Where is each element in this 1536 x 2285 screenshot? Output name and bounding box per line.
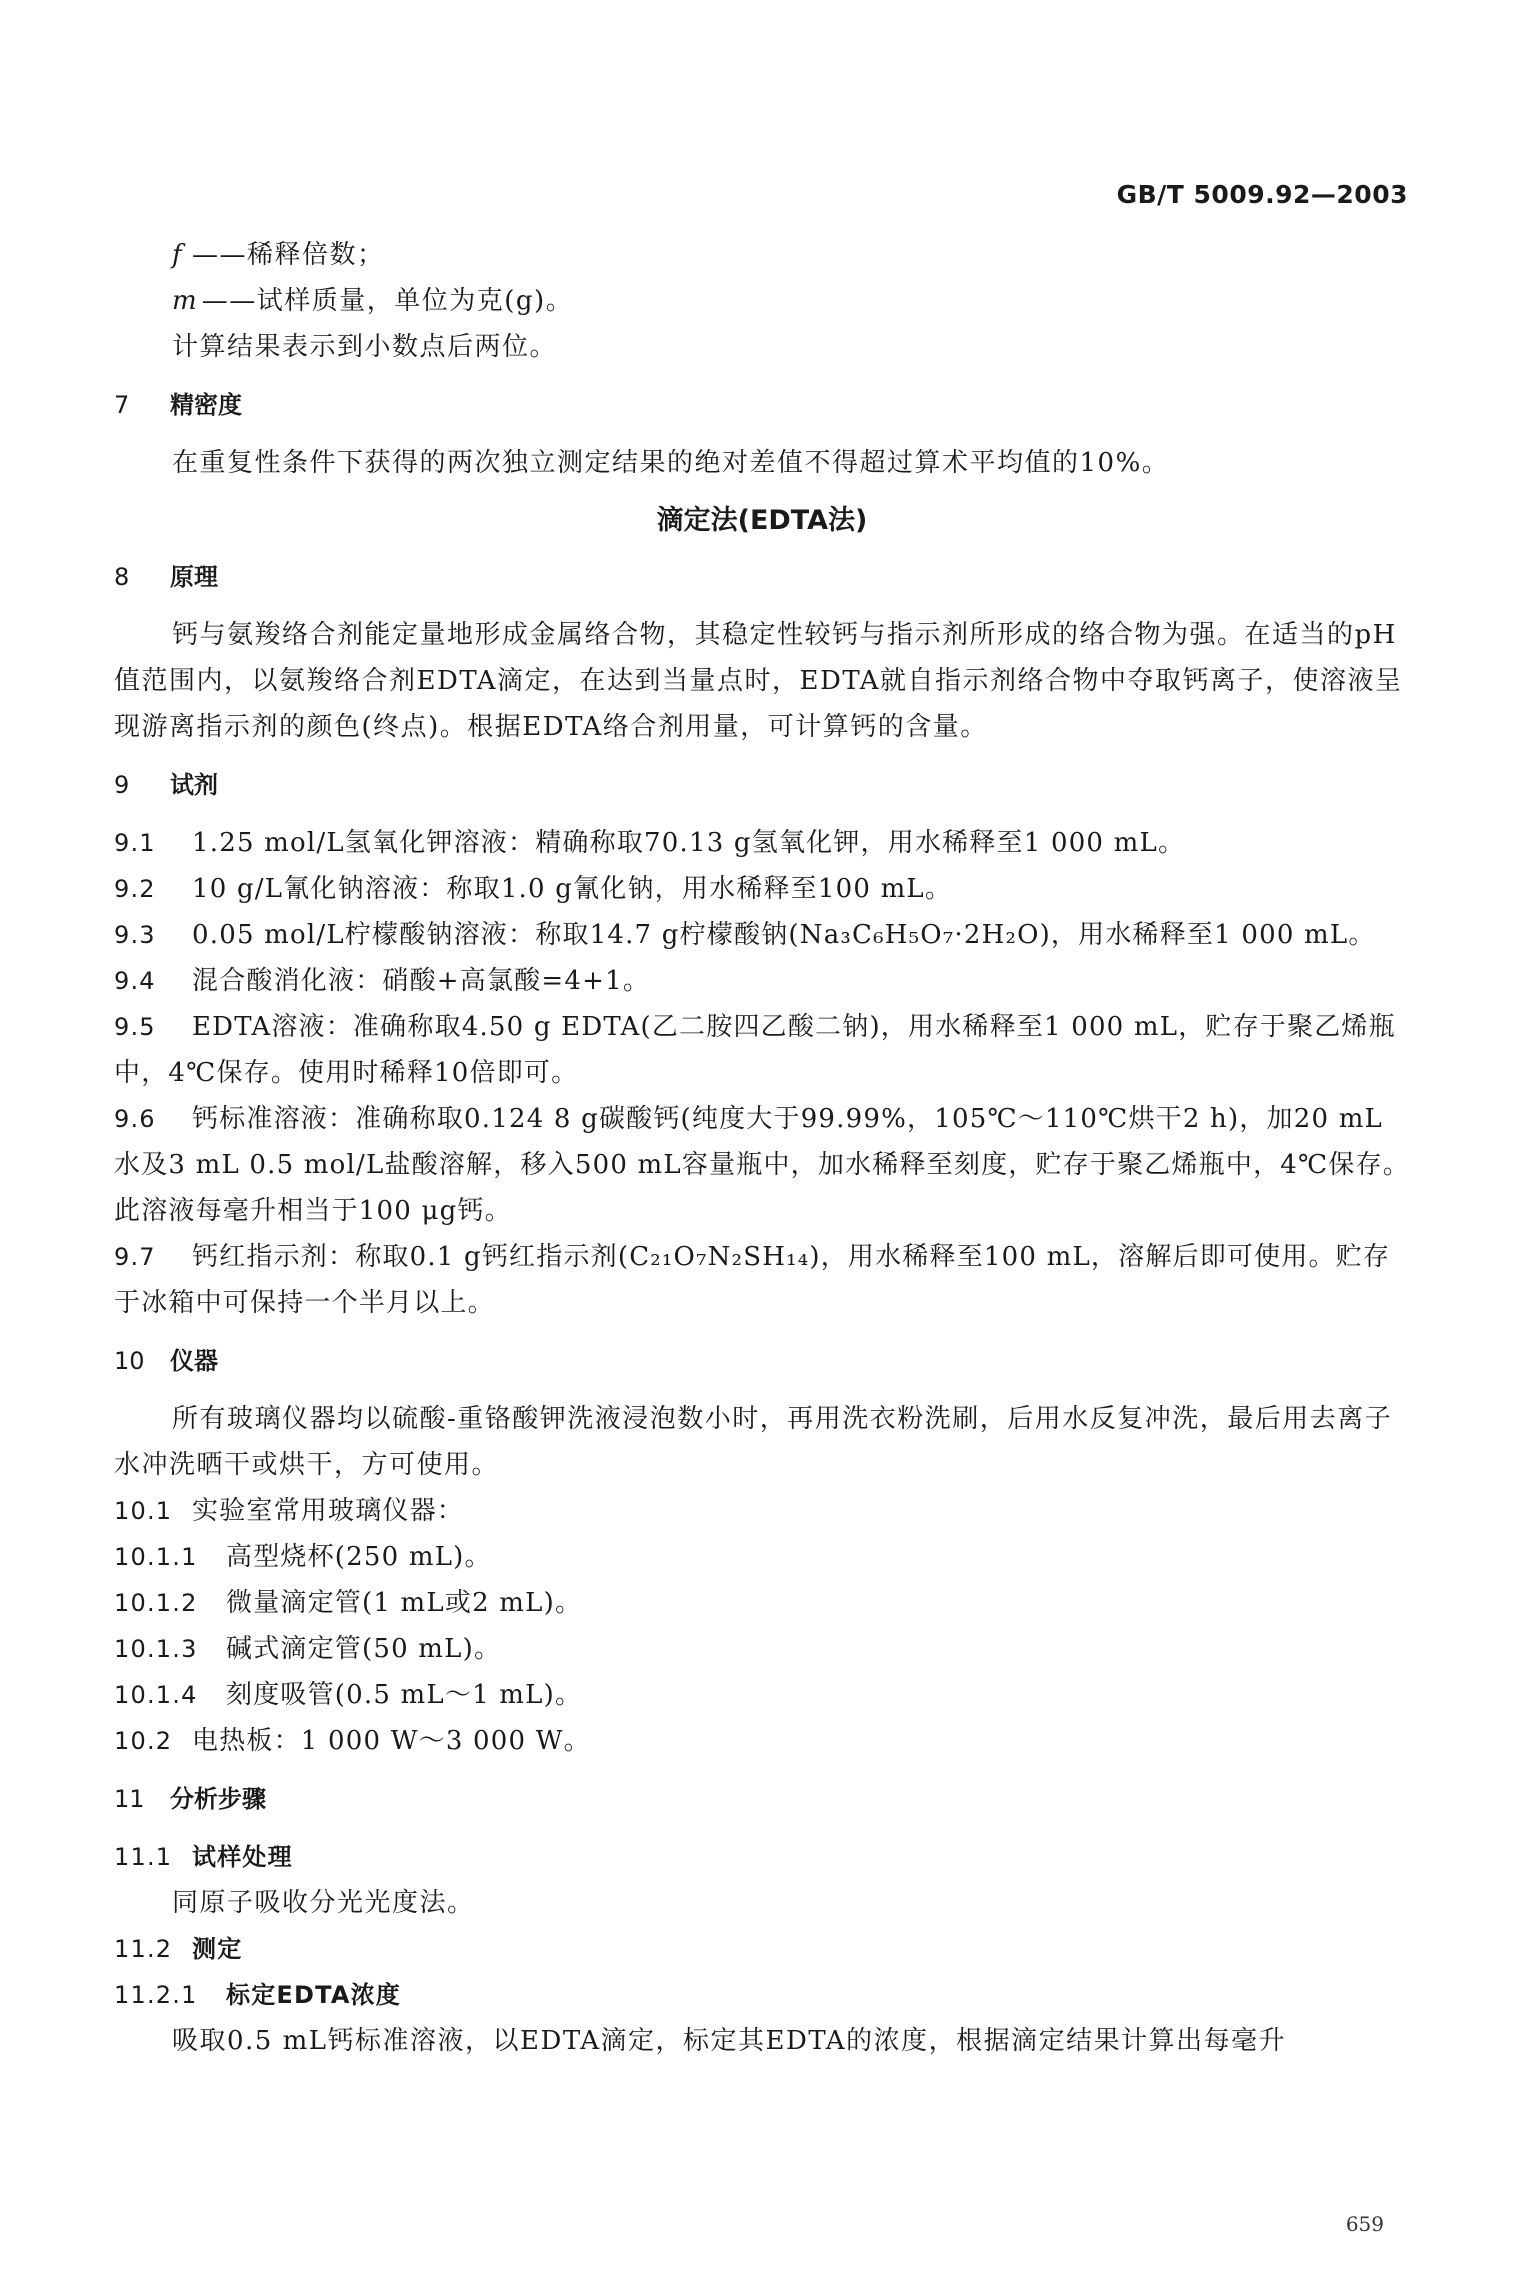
reagent-item xyxy=(114,820,1410,866)
apparatus-item xyxy=(114,1672,1410,1718)
item-number: 11.2 xyxy=(114,1935,173,1963)
item-text: 0.05 mol/L柠檬酸钠溶液：称取14.7 g柠檬酸钠(Na₃C₆H₅O₇·2H₂O)，用水稀释至1 000 mL。 xyxy=(192,920,1376,950)
subsection-heading xyxy=(114,1926,1410,1972)
calibration-text: 吸取0.5 mL钙标准溶液，以EDTA滴定，标定其EDTA的浓度，根据滴定结果计算出每毫升 xyxy=(172,2026,1287,2056)
section-title: 分析步骤 xyxy=(170,1785,266,1813)
calc-note: 计算结果表示到小数点后两位。 xyxy=(172,332,558,362)
item-number: 10.1.3 xyxy=(114,1635,198,1663)
subsection-title: 测定 xyxy=(192,1935,243,1963)
reagent-item xyxy=(114,1234,1410,1326)
subsection-title: 试样处理 xyxy=(192,1843,293,1871)
section-title: 精密度 xyxy=(170,391,242,419)
reagent-item xyxy=(114,1096,1410,1234)
item-text: 刻度吸管(0.5 mL～1 mL)。 xyxy=(226,1680,583,1710)
item-text: 微量滴定管(1 mL或2 mL)。 xyxy=(226,1588,583,1618)
page-number: 659 xyxy=(1345,2212,1384,2236)
variable-description: ——试样质量，单位为克(g)。 xyxy=(192,286,574,316)
item-number: 11.2.1 xyxy=(114,1981,198,2009)
section-number: 10 xyxy=(114,1347,145,1375)
item-text: EDTA溶液：准确称取4.50 g EDTA(乙二胺四乙酸二钠)，用水稀释至1 000 mL，贮存于聚乙烯瓶中，4℃保存。使用时稀释10倍即可。 xyxy=(114,1012,1396,1088)
section-heading-7 xyxy=(114,382,1410,428)
apparatus-item xyxy=(114,1534,1410,1580)
section-title: 原理 xyxy=(170,563,218,591)
section-number: 11 xyxy=(114,1785,145,1813)
reagent-item xyxy=(114,1004,1410,1096)
item-text: 钙红指示剂：称取0.1 g钙红指示剂(C₂₁O₇N₂SH₁₄)，用水稀释至100 mL，溶解后即可使用。贮存于冰箱中可保持一个半月以上。 xyxy=(114,1242,1391,1318)
item-number: 9.1 xyxy=(114,829,156,857)
section-heading-11 xyxy=(114,1776,1410,1822)
item-text: 混合酸消化液：硝酸+高氯酸=4+1。 xyxy=(192,966,651,996)
variable-definition xyxy=(114,232,1410,278)
reagent-item xyxy=(114,866,1410,912)
precision-text: 在重复性条件下获得的两次独立测定结果的绝对差值不得超过算术平均值的10%。 xyxy=(172,448,1170,478)
section-heading-9 xyxy=(114,762,1410,808)
section-title: 试剂 xyxy=(170,771,218,799)
section-heading-8 xyxy=(114,554,1410,600)
item-number: 11.1 xyxy=(114,1843,173,1871)
item-number: 9.5 xyxy=(114,1013,156,1041)
item-number: 10.1.1 xyxy=(114,1543,198,1571)
item-number: 9.4 xyxy=(114,967,156,995)
section-number: 9 xyxy=(114,771,130,799)
item-text: 钙标准溶液：准确称取0.124 8 g碳酸钙(纯度大于99.99%，105℃～110℃烘干2 h)，加20 mL水及3 mL 0.5 mol/L盐酸溶解，移入500 mL容量瓶中，加水稀释至刻度，贮存于聚乙烯瓶中，4℃保存。此溶液每毫升相当于100 μg钙。 xyxy=(114,1104,1410,1226)
section-heading-10 xyxy=(114,1338,1410,1384)
item-text: 实验室常用玻璃仪器： xyxy=(192,1496,465,1526)
subsection-heading xyxy=(114,1834,1410,1880)
apparatus-intro: 所有玻璃仪器均以硫酸-重铬酸钾洗液浸泡数小时，再用洗衣粉洗刷，后用水反复冲洗，最后用去离子水冲洗晒干或烘干，方可使用。 xyxy=(114,1404,1393,1480)
reagent-item xyxy=(114,912,1410,958)
item-number: 10.1.4 xyxy=(114,1681,198,1709)
subsection-title: 标定EDTA浓度 xyxy=(226,1981,401,2009)
item-text: 10 g/L氰化钠溶液：称取1.0 g氰化钠，用水稀释至100 mL。 xyxy=(192,874,953,904)
page-content xyxy=(114,232,1410,2064)
apparatus-item xyxy=(114,1718,1410,1764)
standard-code: GB/T 5009.92—2003 xyxy=(1116,180,1408,209)
item-text: 碱式滴定管(50 mL)。 xyxy=(226,1634,502,1664)
apparatus-item xyxy=(114,1580,1410,1626)
item-number: 9.7 xyxy=(114,1243,156,1271)
variable-symbol: f xyxy=(172,240,184,270)
item-text: 电热板：1 000 W～3 000 W。 xyxy=(192,1726,591,1756)
section-number: 7 xyxy=(114,391,130,419)
item-number: 10.1.2 xyxy=(114,1589,198,1617)
item-number: 9.2 xyxy=(114,875,156,903)
item-text: 1.25 mol/L氢氧化钾溶液：精确称取70.13 g氢氧化钾，用水稀释至1 000 mL。 xyxy=(192,828,1186,858)
principle-text: 钙与氨羧络合剂能定量地形成金属络合物，其稳定性较钙与指示剂所形成的络合物为强。在适当的pH值范围内，以氨羧络合剂EDTA滴定，在达到当量点时，EDTA就自指示剂络合物中夺取钙离子，使溶液呈现游离指示剂的颜色(终点)。根据EDTA络合剂用量，可计算钙的含量。 xyxy=(114,620,1403,742)
sample-treatment-text: 同原子吸收分光光度法。 xyxy=(172,1888,475,1918)
apparatus-item xyxy=(114,1488,1410,1534)
section-title: 仪器 xyxy=(170,1347,218,1375)
reagent-item xyxy=(114,958,1410,1004)
variable-symbol: m xyxy=(172,286,199,316)
apparatus-item xyxy=(114,1626,1410,1672)
variable-description: ——稀释倍数； xyxy=(192,240,385,270)
section-number: 8 xyxy=(114,563,130,591)
item-number: 10.2 xyxy=(114,1727,173,1755)
item-number: 9.6 xyxy=(114,1105,156,1133)
method-title: 滴定法(EDTA法) xyxy=(656,505,868,536)
variable-definition xyxy=(114,278,1410,324)
subsection-heading xyxy=(114,1972,1410,2018)
item-number: 9.3 xyxy=(114,921,156,949)
item-text: 高型烧杯(250 mL)。 xyxy=(226,1542,492,1572)
item-number: 10.1 xyxy=(114,1497,173,1525)
